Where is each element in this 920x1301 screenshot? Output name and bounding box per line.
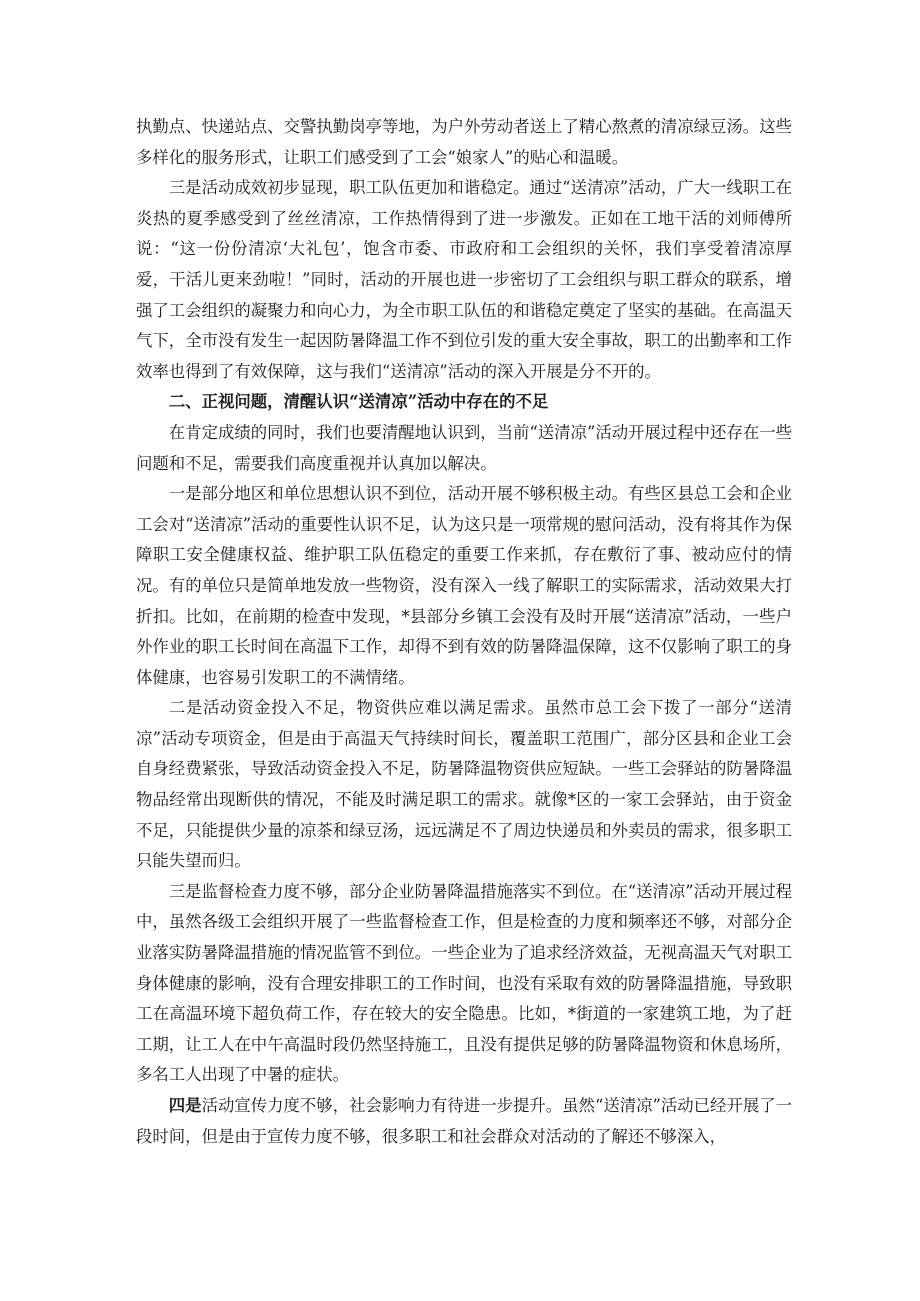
paragraph-problem-one: 一是部分地区和单位思想认识不到位，活动开展不够积极主动。有些区县总工会和企业工会对“送清凉”活动的重要性认识不足，认为这只是一项常规的慰问活动，没有将其作为保障职工安全健康权益、维护职工队伍稳定的重要工作来抓，存在敷衍了事、被动应付的情况。有的单位只是简单地发放一些物资，没有深入一线了解职工的实际需求，活动效果大打折扣。比如，在前期的检查中发现，*县部分乡镇工会没有及时开展“送清凉”活动，一些户外作业的职工长时间在高温下工作，却得不到有效的防暑降温保障，这不仅影响了职工的身体健康，也容易引发职工的不满情绪。 <box>136 484 792 687</box>
paragraph-problems-intro: 在肯定成绩的同时，我们也要清醒地认识到，当前“送清凉”活动开展过程中还存在一些问题和不足，需要我们高度重视并认真加以解决。 <box>136 422 793 473</box>
paragraph-continuation: 执勤点、快递站点、交警执勤岗亭等地，为户外劳动者送上了精心熬煮的清凉绿豆汤。这些多样化的服务形式，让职工们感受到了工会“娘家人”的贴心和温暖。 <box>136 117 792 167</box>
paragraph-achievement-three: 三是活动成效初步显现，职工队伍更加和谐稳定。通过“送清凉”活动，广大一线职工在炎热的夏季感受到了丝丝清凉，工作热情得到了进一步激发。正如在工地干活的刘师傅所说：“这一份份清凉‘大礼包’，饱含市委、市政府和工会组织的关怀，我们享受着清凉厚爱，干活儿更来劲啦！”同时，活动的开展也进一步密切了工会组织与职工群众的联系，增强了工会组织的凝聚力和向心力，为全市职工队伍的和谐稳定奠定了坚实的基础。在高温天气下，全市没有发生一起因防暑降温工作不到位引发的重大安全事故，职工的出勤率和工作效率也得到了有效保障，这与我们“送清凉”活动的深入开展是分不开的。 <box>136 178 793 381</box>
paragraph-problem-two: 二是活动资金投入不足，物资供应难以满足需求。虽然市总工会下拨了一部分“送清凉”活动专项资金，但是由于高温天气持续时间长，覆盖职工范围广，部分区县和企业工会自身经费紧张，导致活动资金投入不足，防暑降温物资供应短缺。一些工会驿站的防暑降温物品经常出现断供的情况，不能及时满足职工的需求。就像*区的一家工会驿站，由于资金不足，只能提供少量的凉茶和绿豆汤，远远满足不了周边快递员和外卖员的需求，很多职工只能失望而归。 <box>136 698 792 871</box>
document-page <box>136 112 792 1152</box>
paragraph-body: 活动宣传力度不够，社会影响力有待进一步提升。虽然“送清凉”活动已经开展了一段时间，但是由于宣传力度不够，很多职工和社会群众对活动的了解还不够深入， <box>136 1096 793 1146</box>
paragraph-lead-bold: 四是 <box>168 1096 202 1115</box>
section-heading-two: 二、正视问题，清醒认识“送清凉”活动中存在的不足 <box>168 392 549 412</box>
paragraph-problem-four <box>136 1091 792 1152</box>
paragraph-problem-three: 三是监督检查力度不够，部分企业防暑降温措施落实不到位。在“送清凉”活动开展过程中，虽然各级工会组织开展了一些监督检查工作，但是检查的力度和频率还不够，对部分企业落实防暑降温措施的情况监管不到位。一些企业为了追求经济效益，无视高温天气对职工身体健康的影响，没有合理安排职工的工作时间，也没有采取有效的防暑降温措施，导致职工在高温环境下超负荷工作，存在较大的安全隐患。比如，*街道的一家建筑工地，为了赶工期，让工人在中午高温时段仍然坚持施工，且没有提供足够的防暑降温物资和休息场所，多名工人出现了中暑的症状。 <box>136 881 793 1085</box>
